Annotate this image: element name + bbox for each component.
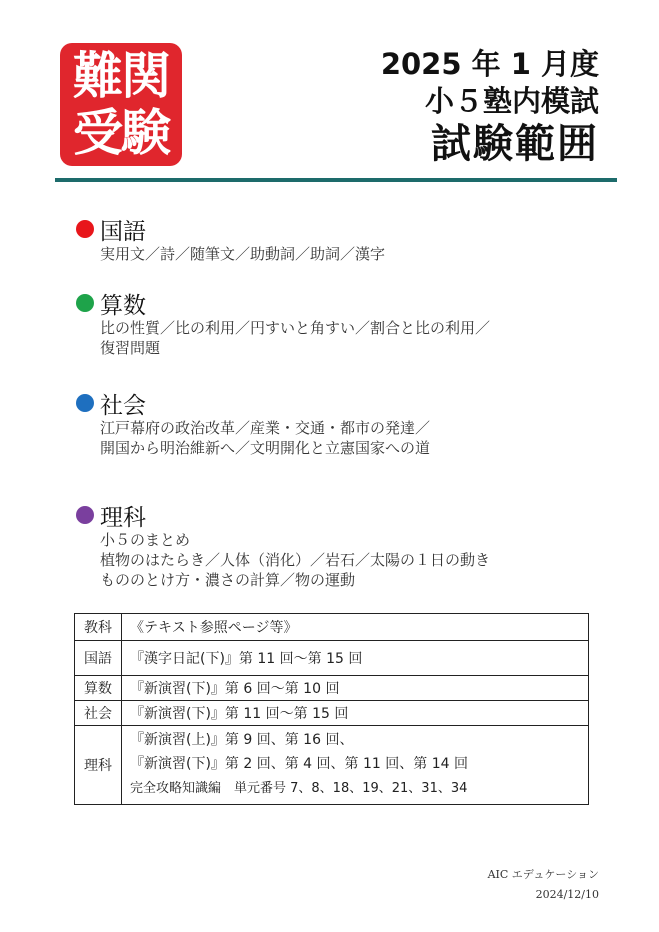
logo-text-line2: 受験 (73, 104, 169, 162)
exam-range-table (74, 613, 589, 805)
subject-title: 国語 (100, 218, 146, 245)
subject-shakai (76, 388, 430, 458)
blue-dot-icon (76, 394, 94, 412)
topic-line: 開国から明治維新へ／文明開化と立憲国家への道 (100, 439, 431, 457)
header-divider (55, 178, 617, 182)
subject-sansu (76, 288, 490, 358)
table-header-content: 《テキスト参照ページ等》 (122, 614, 589, 641)
title-date: 2025 年 1 月度 (380, 47, 599, 81)
subject-title: 理科 (100, 504, 146, 531)
table-row (75, 641, 589, 676)
topic-line: 江戸幕府の政治改革／産業・交通・都市の発達／ (100, 419, 431, 437)
subject-topics (100, 318, 490, 358)
table-row (75, 676, 589, 701)
topic-line: 比の性質／比の利用／円すいと角すい／割合と比の利用／ (100, 319, 491, 337)
title-main: 試験範囲 (431, 121, 599, 167)
topic-line: 小５のまとめ (100, 531, 191, 549)
footer-company: AIC エデュケーション (487, 868, 599, 881)
table-cell-content: 『漢字日記(下)』第 11 回〜第 15 回 (122, 641, 589, 676)
topic-line: もののとけ方・濃さの計算／物の運動 (100, 571, 356, 589)
subject-title: 社会 (100, 392, 146, 419)
table-cell-line: 完全攻略知識編 単元番号 7、8、18、19、21、31、34 (130, 781, 468, 796)
logo (60, 43, 182, 166)
table-cell-content: 『新演習(下)』第 6 回〜第 10 回 (122, 676, 589, 701)
purple-dot-icon (76, 506, 94, 524)
table-cell-content: 『新演習(下)』第 11 回〜第 15 回 (122, 701, 589, 726)
topic-line: 復習問題 (100, 339, 161, 357)
red-dot-icon (76, 220, 94, 238)
table-cell-subject: 理科 (75, 726, 122, 805)
table-header-row (75, 614, 589, 641)
subject-topics (100, 530, 490, 590)
topic-line: 植物のはたらき／人体（消化）／岩石／太陽の１日の動き (100, 551, 491, 569)
subject-kokugo (76, 214, 385, 264)
green-dot-icon (76, 294, 94, 312)
table-row (75, 726, 589, 805)
footer-date: 2024/12/10 (535, 888, 599, 901)
table-cell-line: 『新演習(上)』第 9 回、第 16 回、 (130, 732, 354, 748)
table-cell-subject: 社会 (75, 701, 122, 726)
title-exam-name: 小５塾内模試 (424, 84, 599, 118)
subject-title: 算数 (100, 292, 146, 319)
table-cell-line: 『新演習(下)』第 2 回、第 4 回、第 11 回、第 14 回 (130, 756, 468, 772)
table-cell-subject: 算数 (75, 676, 122, 701)
document-title (381, 46, 599, 168)
subject-topics (100, 418, 430, 458)
topic-line: 実用文／詩／随筆文／助動詞／助詞／漢字 (100, 245, 386, 263)
logo-text-line1: 難関 (73, 47, 169, 105)
subject-topics (100, 244, 385, 264)
table-cell-content (122, 726, 589, 805)
subject-rika (76, 500, 490, 590)
table-cell-subject: 国語 (75, 641, 122, 676)
table-header-subject: 教科 (75, 614, 122, 641)
table-row (75, 701, 589, 726)
